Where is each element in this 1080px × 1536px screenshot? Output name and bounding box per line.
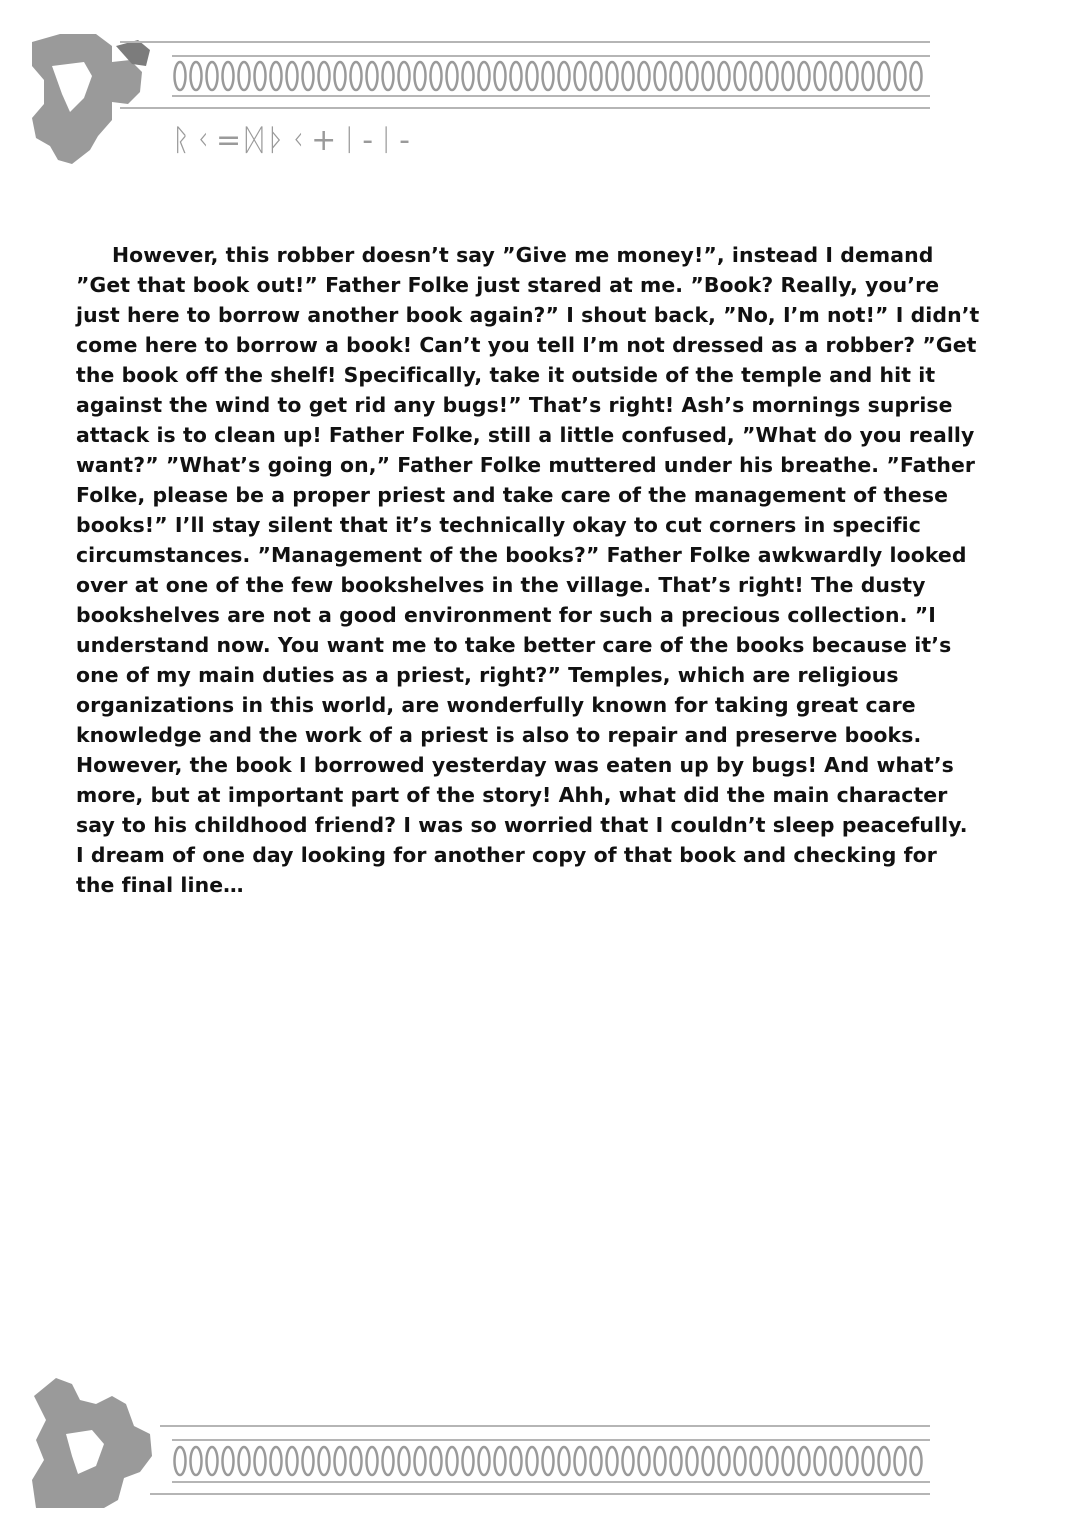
oval-link (783, 62, 794, 90)
oval-link (479, 1447, 490, 1475)
oval-link (511, 62, 522, 90)
oval-link (607, 62, 618, 90)
oval-link (463, 1447, 474, 1475)
oval-link (863, 62, 874, 90)
oval-link (191, 1447, 202, 1475)
oval-link (463, 62, 474, 90)
oval-link (591, 1447, 602, 1475)
oval-link (687, 1447, 698, 1475)
oval-link (767, 62, 778, 90)
oval-link (815, 62, 826, 90)
oval-link (591, 62, 602, 90)
oval-link (383, 1447, 394, 1475)
oval-link (335, 1447, 346, 1475)
oval-link (287, 62, 298, 90)
oval-link (351, 62, 362, 90)
oval-link (255, 1447, 266, 1475)
oval-link (447, 1447, 458, 1475)
oval-link (415, 62, 426, 90)
oval-link (847, 62, 858, 90)
oval-link (911, 62, 922, 90)
oval-link (911, 1447, 922, 1475)
oval-link (863, 1447, 874, 1475)
header-ornament-graphic (0, 0, 1080, 200)
oval-link (783, 1447, 794, 1475)
oval-link (879, 62, 890, 90)
oval-chain-border (175, 1447, 922, 1475)
oval-link (687, 62, 698, 90)
footer-ornament-graphic (0, 1360, 1080, 1536)
oval-link (639, 62, 650, 90)
oval-link (383, 62, 394, 90)
oval-link (671, 62, 682, 90)
oval-link (831, 62, 842, 90)
oval-link (575, 1447, 586, 1475)
oval-link (191, 62, 202, 90)
oval-link (895, 62, 906, 90)
oval-link (239, 1447, 250, 1475)
oval-link (367, 1447, 378, 1475)
oval-link (527, 1447, 538, 1475)
oval-link (207, 62, 218, 90)
oval-link (319, 62, 330, 90)
oval-link (303, 1447, 314, 1475)
oval-link (655, 62, 666, 90)
oval-link (223, 1447, 234, 1475)
oval-link (735, 62, 746, 90)
oval-link (815, 1447, 826, 1475)
oval-chain-border (175, 62, 922, 90)
oval-link (719, 1447, 730, 1475)
oval-link (799, 1447, 810, 1475)
oval-link (607, 1447, 618, 1475)
oval-link (799, 62, 810, 90)
story-paragraph: However, this robber doesn’t say ”Give me money!”, instead I demand ”Get that book out!” Father Folke just stared at me. ”Book? Really, you’re just here to borrow another book again?” I shout back, ”No, I’m not!” I didn’t come here to borrow a book! Can’t you tell I’m not dressed as a robber? ”Get the book off the shelf! Specifically, take it outside of the temple and hit it against the wind to get rid any bugs!” That’s right! Ash’s mornings suprise attack is to clean up! Father Folke, still a little confused, ”What do you really want?” ”What’s going on,” Father Folke muttered under his breathe. ”Father Folke, please be a proper priest and take care of the management of these books!” I’ll stay silent that it’s technically okay to cut corners in specific circumstances. ”Management of the books?” Father Folke awkwardly looked over at one of the few bookshelves in the village. That’s right! The dusty bookshelves are not a good environment for such a precious collection. ”I understand now. You want me to take better care of the books because it’s one of my main duties as a priest, right?” Temples, which are religious organizations in this world, are wonderfully known for taking great care knowledge and the work of a priest is also to repair and preserve books. However, the book I borrowed yesterday was eaten up by bugs! And what’s more, but at important part of the story! Ahh, what did the main character say to his childhood friend? I was so worried that I couldn’t sleep peacefully. I dream of one day looking for another copy of that book and checking for the final line… (76, 243, 980, 897)
oval-link (879, 1447, 890, 1475)
oval-link (319, 1447, 330, 1475)
oval-link (399, 62, 410, 90)
oval-link (527, 62, 538, 90)
oval-link (287, 1447, 298, 1475)
oval-link (559, 1447, 570, 1475)
oval-link (431, 62, 442, 90)
oval-link (655, 1447, 666, 1475)
oval-link (639, 1447, 650, 1475)
oval-link (623, 62, 634, 90)
oval-link (895, 1447, 906, 1475)
oval-link (271, 62, 282, 90)
oval-link (719, 62, 730, 90)
oval-link (447, 62, 458, 90)
oval-link (239, 62, 250, 90)
oval-link (351, 1447, 362, 1475)
oval-link (735, 1447, 746, 1475)
oval-link (511, 1447, 522, 1475)
oval-link (575, 62, 586, 90)
fleur-ornament-icon (32, 34, 150, 164)
oval-link (559, 62, 570, 90)
oval-link (847, 1447, 858, 1475)
oval-link (415, 1447, 426, 1475)
oval-link (703, 62, 714, 90)
oval-link (479, 62, 490, 90)
fleur-ornament-icon (32, 1378, 152, 1508)
oval-link (767, 1447, 778, 1475)
oval-link (831, 1447, 842, 1475)
oval-link (207, 1447, 218, 1475)
oval-link (543, 62, 554, 90)
oval-link (335, 62, 346, 90)
oval-link (175, 1447, 186, 1475)
oval-link (223, 62, 234, 90)
oval-link (431, 1447, 442, 1475)
oval-link (751, 62, 762, 90)
oval-link (399, 1447, 410, 1475)
oval-link (623, 1447, 634, 1475)
oval-link (255, 62, 266, 90)
oval-link (703, 1447, 714, 1475)
header-ornament-frame (0, 0, 1080, 200)
oval-link (543, 1447, 554, 1475)
oval-link (671, 1447, 682, 1475)
oval-link (495, 1447, 506, 1475)
oval-link (367, 62, 378, 90)
oval-link (495, 62, 506, 90)
oval-link (271, 1447, 282, 1475)
decorative-runes: ᚱᚲ=ᛞᚦᚲ+ᛁ-ᛁ- (172, 123, 414, 158)
oval-link (175, 62, 186, 90)
oval-link (751, 1447, 762, 1475)
oval-link (303, 62, 314, 90)
footer-ornament-frame (0, 1360, 1080, 1536)
